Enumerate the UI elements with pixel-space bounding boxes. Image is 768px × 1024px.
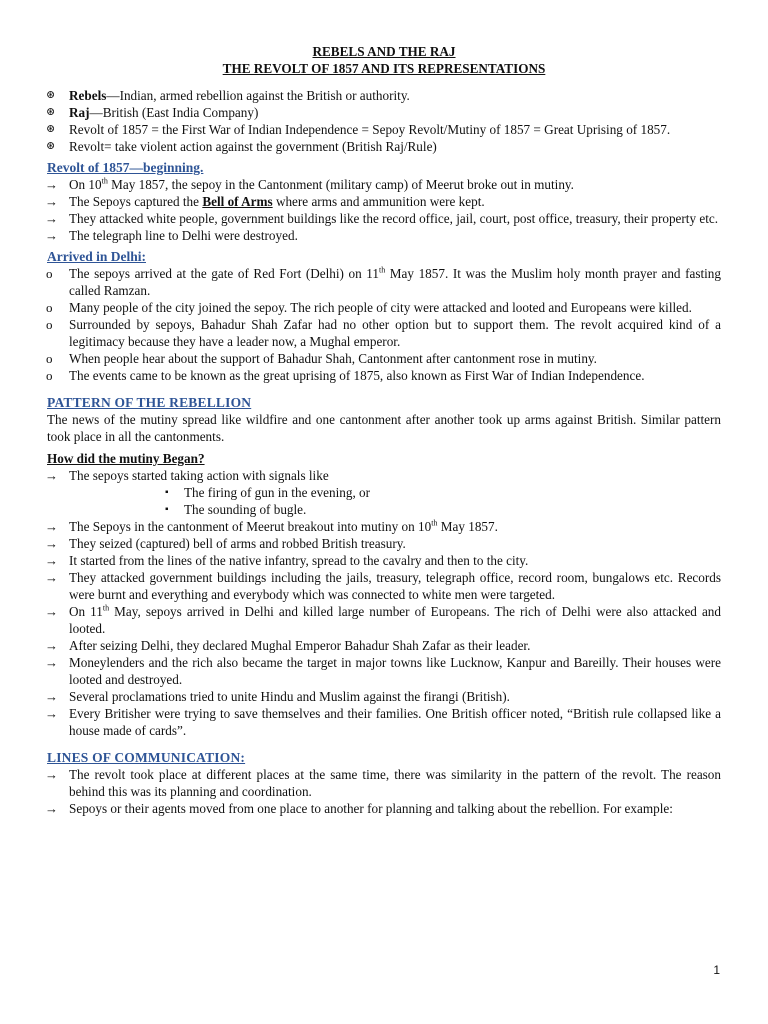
list-item [47,350,721,367]
arrow-bullet-icon: → [45,228,58,243]
list-item [47,299,721,316]
text-run: Surrounded by sepoys, Bahadur Shah Zafar had no other option but to support them. The revolt acquired kind of a legitimacy because they have a leader now, a Mughal emperor. [69,317,721,349]
arrow-bullet-icon: → [45,536,58,551]
list-item [47,227,721,244]
communication-list [47,766,721,817]
list-item [47,603,721,637]
list-item [47,265,721,299]
list-item [47,552,721,569]
definition-revolt: Revolt= take violent action against the government (British Raj/Rule) [69,139,437,154]
definition-raj: —British (East India Company) [89,105,259,120]
list-item [47,87,721,104]
text-run: May 1857. It was the Muslim holy month prayer and fasting called Ramzan. [69,266,721,298]
list-item [47,637,721,654]
term-rebels: Rebels [69,88,107,103]
list-item [47,193,721,210]
text-run: Moneylenders and the rich also became the target in major towns like Lucknow, Kanpur and Bareilly. Their houses were looted and destroyed. [69,655,721,687]
circle-bullet-icon: o [46,351,53,366]
text-run: After seizing Delhi, they declared Mughal Emperor Bahadur Shah Zafar as their leader. [69,638,531,653]
superscript: th [102,603,110,613]
arrow-bullet-icon: → [45,177,58,192]
text-run: Every Britisher were trying to save themselves and their families. One British officer noted, “British rule collapsed like a house made of cards”. [69,706,721,738]
text-run: The Sepoys in the cantonment of Meerut breakout into mutiny on 10 [69,519,432,534]
text-run: The revolt took place at different places at the same time, there was similarity in the pattern of the revolt. The reason behind this was its planning and coordination. [69,767,721,799]
list-item [47,121,721,138]
heading-beginning: Revolt of 1857—beginning. [47,160,204,175]
text-run: The sepoys started taking action with signals like [69,468,329,483]
list-item [47,138,721,155]
text-run: The telegraph line to Delhi were destroyed. [69,228,298,243]
list-item [47,467,721,518]
signals-sublist [69,484,721,518]
heading-arrived-delhi: Arrived in Delhi: [47,249,146,264]
list-item [47,688,721,705]
delhi-list [47,265,721,384]
target-bullet-icon: ⊛ [46,89,56,101]
list-item [47,766,721,800]
list-item [47,654,721,688]
list-item [47,316,721,350]
arrow-bullet-icon: → [45,706,58,721]
definition-rebels: —Indian, armed rebellion against the British or authority. [106,88,410,103]
term-raj: Raj [69,105,90,120]
document-content [47,43,721,817]
arrow-bullet-icon: → [45,767,58,782]
arrow-bullet-icon: → [45,553,58,568]
list-item [47,367,721,384]
arrow-bullet-icon: → [45,519,58,534]
list-item [47,176,721,193]
sub-list-item [69,484,721,501]
circle-bullet-icon: o [46,300,53,315]
arrow-bullet-icon: → [45,801,58,816]
mutiny-list [47,467,721,739]
arrow-bullet-icon: → [45,570,58,585]
arrow-bullet-icon: → [45,638,58,653]
text-run: Sepoys or their agents moved from one place to another for planning and talking about the rebellion. For example: [69,801,673,816]
text-run: May, sepoys arrived in Delhi and killed large number of Europeans. The rich of Delhi were also attacked and looted. [69,604,721,636]
heading-pattern: PATTERN OF THE REBELLION [47,395,252,410]
arrow-bullet-icon: → [45,689,58,704]
definition-revolt-1857: Revolt of 1857 = the First War of Indian Independence = Sepoy Revolt/Mutiny of 1857 = Great Uprising of 1857. [69,122,671,137]
pattern-paragraph: The news of the mutiny spread like wildfire and one cantonment after another took up arms against British. Similar pattern took place in all the cantonments. [47,412,721,444]
bell-of-arms-emphasis: Bell of Arms [202,194,273,209]
list-item [47,518,721,535]
arrow-bullet-icon: → [45,604,58,619]
list-item [47,800,721,817]
superscript: th [431,518,438,528]
beginning-list [47,176,721,244]
arrow-bullet-icon: → [45,211,58,226]
text-run: It started from the lines of the native infantry, spread to the cavalry and then to the city. [69,553,529,568]
text-run: Many people of the city joined the sepoy. The rich people of city were attacked and looted and Europeans were killed. [69,300,692,315]
text-run: Several proclamations tried to unite Hindu and Muslim against the firangi (British). [69,689,510,704]
list-item [47,705,721,739]
text-run: The sepoys arrived at the gate of Red Fort (Delhi) on 11 [69,266,379,281]
arrow-bullet-icon: → [45,468,58,483]
heading-how-mutiny-began: How did the mutiny Began? [47,451,205,466]
arrow-bullet-icon: → [45,655,58,670]
text-run: When people hear about the support of Bahadur Shah, Cantonment after cantonment rose in mutiny. [69,351,597,366]
superscript: th [101,176,108,186]
list-item [47,569,721,603]
text-run: where arms and ammunition were kept. [272,194,485,209]
text-run: On 10 [69,177,102,192]
text-run: They seized (captured) bell of arms and robbed British treasury. [69,536,406,551]
list-item [47,104,721,121]
list-item [47,535,721,552]
superscript: th [378,265,386,275]
target-bullet-icon: ⊛ [46,140,56,152]
circle-bullet-icon: o [46,317,53,332]
page-number: 1 [713,963,720,977]
text-run: The Sepoys captured the [69,194,203,209]
sub-list-item [69,501,721,518]
definitions-list [47,87,721,155]
document-subtitle: THE REVOLT OF 1857 AND ITS REPRESENTATIONS [222,61,546,76]
text-run: May 1857, the sepoy in the Cantonment (military camp) of Meerut broke out in mutiny. [107,177,574,192]
arrow-bullet-icon: → [45,194,58,209]
circle-bullet-icon: o [46,266,53,281]
heading-lines-of-communication: LINES OF COMMUNICATION: [47,750,246,765]
text-run: The firing of gun in the evening, or [184,485,371,500]
text-run: They attacked government buildings including the jails, treasury, telegraph office, record room, bungalows etc. Records were burnt and everything and everybody which was connected to white men were targeted. [69,570,721,602]
square-bullet-icon: ▪ [165,504,169,515]
text-run: May 1857. [437,519,498,534]
target-bullet-icon: ⊛ [46,123,56,135]
text-run: The sounding of bugle. [184,502,307,517]
text-run: They attacked white people, government buildings like the record office, jail, court, post office, treasury, their property etc. [69,211,719,226]
circle-bullet-icon: o [46,368,53,383]
document-title: REBELS AND THE RAJ [312,44,456,59]
target-bullet-icon: ⊛ [46,106,56,118]
text-run: On 11 [69,604,103,619]
text-run: The events came to be known as the great uprising of 1875, also known as First War of Indian Independence. [69,368,645,383]
list-item [47,210,721,227]
square-bullet-icon: ▪ [165,487,169,498]
